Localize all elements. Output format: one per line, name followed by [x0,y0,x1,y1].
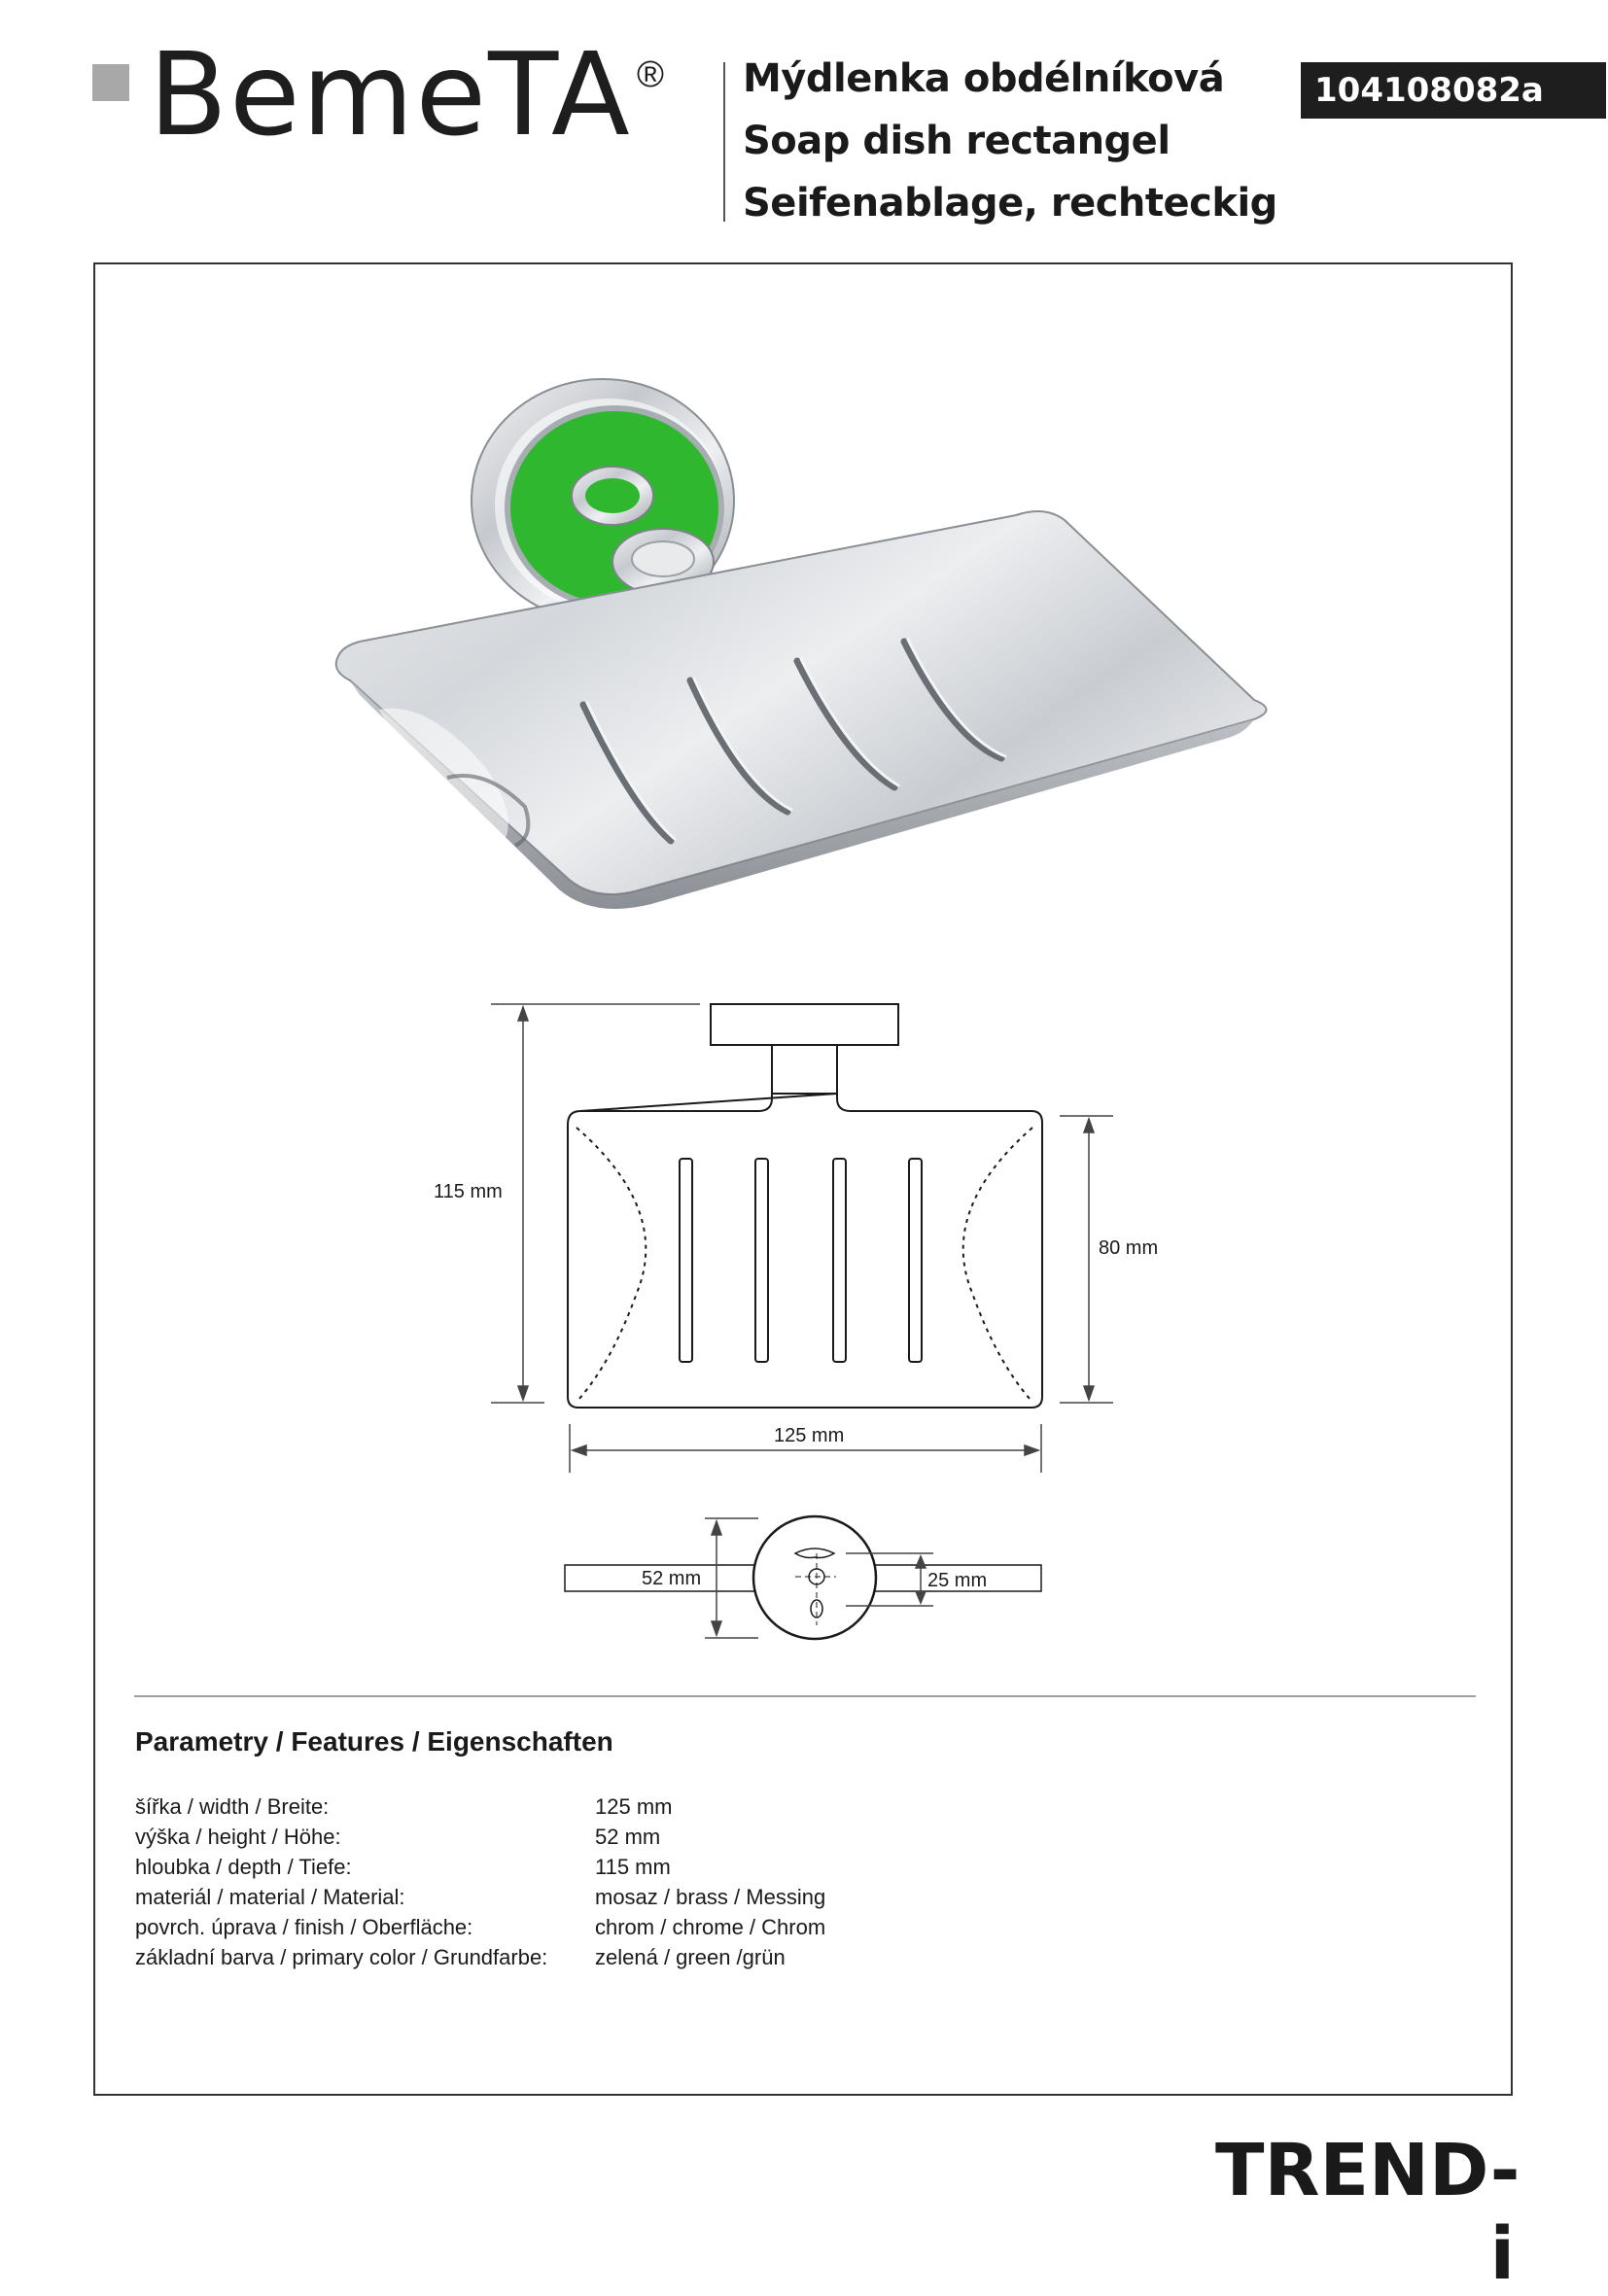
feature-label-height: výška / height / Höhe: [135,1825,341,1849]
product-photo-illustration [321,360,1293,904]
depth-dimension-label: 115 mm [434,1181,503,1202]
registered-mark: ® [637,54,664,95]
slot-2 [755,1159,768,1362]
width-dimension-label: 125 mm [774,1425,845,1446]
title-czech: Mýdlenka obdélníková [743,56,1225,101]
header-divider [723,62,725,222]
features-title: Parametry / Features / Eigenschaften [135,1726,613,1757]
feature-value-depth: 115 mm [595,1855,671,1879]
features-separator [134,1695,1476,1697]
feature-value-height: 52 mm [595,1825,661,1849]
feature-value-color: zelená / green /grün [595,1945,786,1969]
title-english: Soap dish rectangel [743,119,1171,163]
brand-logo [92,27,676,165]
feature-label-depth: hloubka / depth / Tiefe: [135,1855,352,1879]
rosette-circle [753,1516,876,1639]
feature-value-material: mosaz / brass / Messing [595,1885,826,1909]
feature-label-width: šířka / width / Breite: [135,1794,330,1819]
feature-label-color: základní barva / primary color / Grundfarbe: [135,1945,548,1969]
technical-drawing [434,982,1206,1662]
slot-4 [909,1159,922,1362]
rosette-dimension-label: 52 mm [642,1568,702,1589]
dish-curve-right [963,1128,1032,1400]
dish-curve-left [577,1128,646,1400]
feature-label-material: materiál / material / Material: [135,1885,405,1909]
series-name: TREND-i [1215,2129,1521,2296]
height-dimension-label: 80 mm [1099,1237,1159,1259]
logo-square-icon [92,64,129,101]
title-german: Seifenablage, rechteckig [743,181,1277,226]
hole-dimension-label: 25 mm [927,1570,988,1591]
feature-value-finish: chrom / chrome / Chrom [595,1915,826,1939]
mount-plate-outline [711,1004,898,1045]
product-code-badge: 104108082a [1301,62,1606,119]
feature-label-finish: povrch. úprava / finish / Oberfläche: [135,1915,473,1939]
dish-outline [568,1094,1042,1408]
slot-3 [833,1159,846,1362]
feature-value-width: 125 mm [595,1794,673,1819]
mount-post-outline [772,1045,837,1094]
slot-1 [680,1159,692,1362]
logo-wordmark: BemeTA [149,27,632,161]
